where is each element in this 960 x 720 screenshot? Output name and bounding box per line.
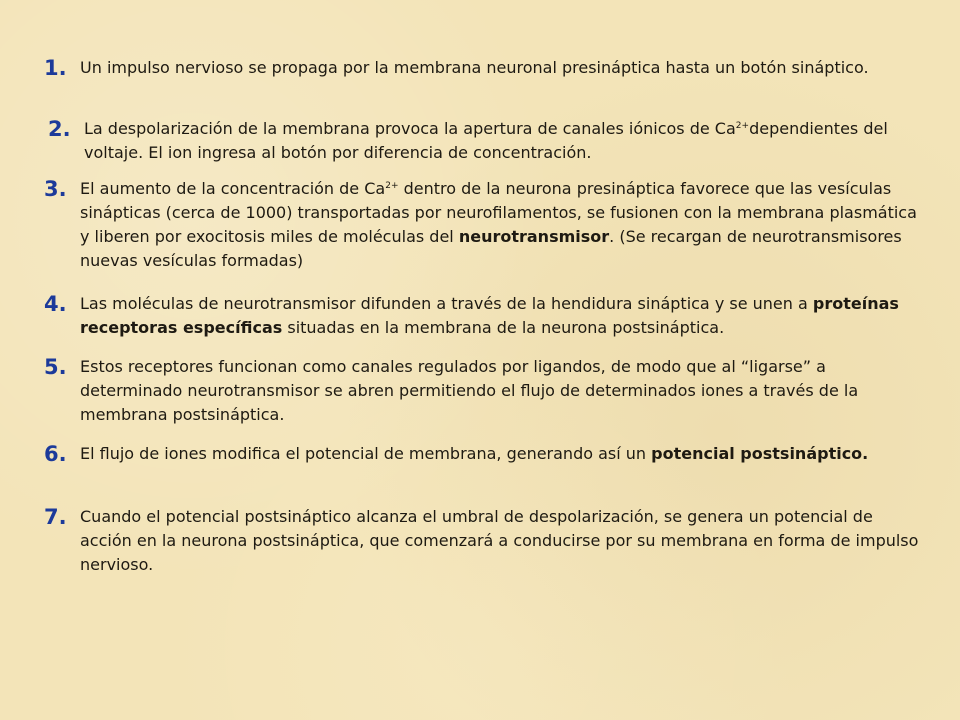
step-1 [44, 56, 924, 80]
bold-term: neurotransmisor [458, 227, 610, 246]
step-2 [48, 117, 928, 165]
step-4 [44, 292, 924, 340]
step-number: 1. [44, 56, 67, 80]
step-text: Estos receptores funcionan como canales regulados por ligandos, de modo que al “ligarse” a determinado neurotransmisor se abren permitiendo el flujo de determinados iones a través de la membrana postsináptica. [80, 357, 859, 424]
step-text: Un impulso nervioso se propaga por la membrana neuronal presináptica hasta un botón sináptico. [80, 58, 869, 77]
step-3 [44, 177, 924, 273]
step-number: 6. [44, 442, 67, 466]
step-text: Las moléculas de neurotransmisor difunden a través de la hendidura sináptica y se unen a proteínas receptoras específicas situadas en la membrana de la neurona postsináptica. [80, 294, 899, 337]
step-7 [44, 505, 924, 577]
step-number: 7. [44, 505, 67, 529]
step-number: 3. [44, 177, 67, 201]
step-5 [44, 355, 924, 427]
step-number: 5. [44, 355, 67, 379]
step-number: 4. [44, 292, 67, 316]
bold-term: proteínas receptoras específicas [80, 294, 899, 337]
step-6 [44, 442, 924, 466]
step-number: 2. [48, 117, 71, 141]
superscript: 2+ [385, 181, 399, 191]
step-text: El flujo de iones modifica el potencial de membrana, generando así un potencial postsináptico. [80, 444, 869, 463]
step-text: La despolarización de la membrana provoca la apertura de canales iónicos de $Ca^{2+}dependientes$ del voltaje. El ion ingresa al botón por diferencia de concentración. [84, 119, 888, 162]
bold-term: potencial postsináptico. [651, 444, 869, 463]
step-text: Cuando el potencial postsináptico alcanza el umbral de despolarización, se genera un potencial de acción en la neurona postsináptica, que comenzará a conducirse por su membrana en forma de impulso nervioso. [80, 507, 919, 574]
superscript: 2+ [735, 121, 750, 131]
step-text: El aumento de la concentración de $Ca^{2+}$ dentro de la neurona presináptica favorece que las vesículas sinápticas (cerca de 1000) transportadas por neurofilamentos, se fusionen con la membrana plasmática y liberen por exocitosis miles de moléculas del neurotransmisor. (Se recargan de neurotransmisores nuevas vesículas formadas) [80, 179, 917, 270]
